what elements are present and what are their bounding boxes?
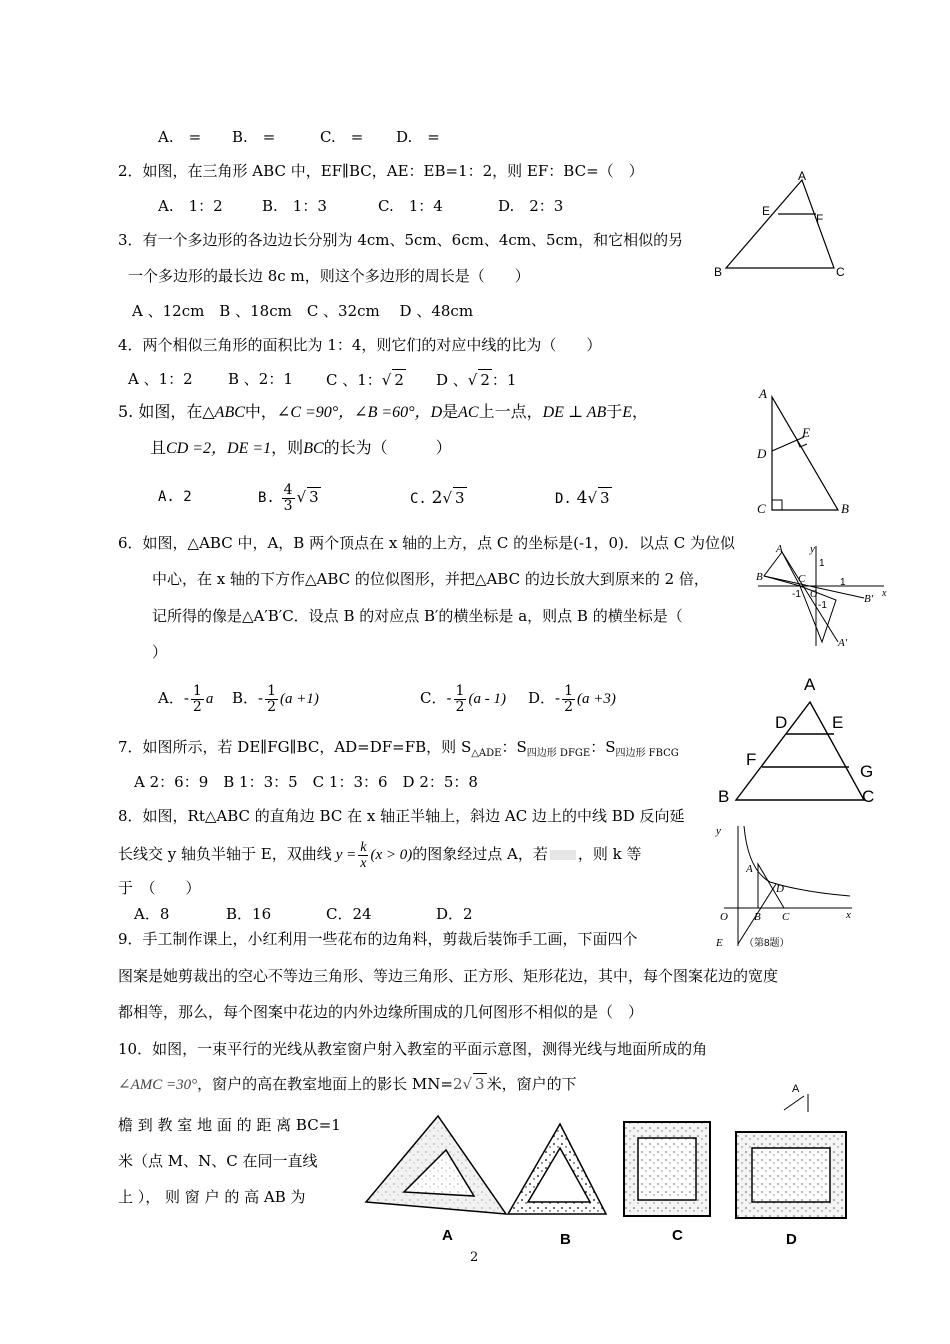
q8-label-b: B <box>754 911 761 923</box>
q9-label-a: A <box>442 1227 453 1244</box>
q10-line2 <box>118 1073 577 1095</box>
q5-option-d <box>555 487 612 509</box>
q5-triangle-acb <box>772 397 838 510</box>
q5-option-a: A. 2 <box>158 489 192 505</box>
q6-option-d-den: 2 <box>564 698 574 715</box>
q5-segment-ac: AC <box>458 404 479 421</box>
q5-right-angle-c <box>772 500 782 510</box>
q7-label-d: D <box>775 713 788 732</box>
q8-line2 <box>118 834 642 874</box>
q10-light-ray <box>784 1096 804 1110</box>
q8-option-c: C．24 <box>326 905 372 923</box>
q5-label-b: B <box>841 501 849 516</box>
q6-triangle-abc <box>764 552 800 586</box>
q3-stem-line2: 一个多边形的最长边 8c m，则这个多边形的周长是（ ） <box>128 267 530 285</box>
q8-hyperbola <box>744 826 850 896</box>
q6-option-a-num: 1 <box>192 682 202 699</box>
q8-formula-k: k <box>360 839 367 855</box>
q9-label-c: C <box>672 1227 683 1244</box>
q4-option-c-sqrt-sign: √ <box>381 371 392 389</box>
q8-label-e: E <box>716 937 723 949</box>
q5-angles: ∠C =90°，∠B =60°， <box>276 404 431 421</box>
q5-text-4: 上一点， <box>478 402 543 421</box>
q8-line1: 8．如图，Rt△ABC 的直角边 BC 在 x 轴正半轴上，斜边 AC 边上的中线 BD 反向延 <box>118 807 685 825</box>
q2-label-a: A <box>798 169 807 183</box>
q7-label-e: E <box>832 713 844 732</box>
q9-label-b: B <box>560 1231 571 1248</box>
q5-option-c <box>410 487 467 509</box>
q9-patterns-figure <box>360 1110 860 1248</box>
q7-label-c: C <box>862 787 875 806</box>
q1-option-b: B. = <box>232 128 276 146</box>
q4-option-c <box>326 369 406 390</box>
q2-option-b: B. 1：3 <box>262 197 327 215</box>
q9-pattern-b <box>508 1124 606 1214</box>
q6-option-c <box>420 678 506 718</box>
q5-option-d-coef: 4 <box>576 488 588 508</box>
q6-label-y: y <box>810 543 815 555</box>
q6-option-d-num: 1 <box>564 682 574 699</box>
q10-mn-sqrt-sign: √ <box>462 1075 473 1093</box>
q6-option-b-frac <box>265 684 278 715</box>
q5-option-b-num: 4 <box>283 481 293 498</box>
q9-pattern-d <box>736 1132 846 1218</box>
q6-label-1-x: 1 <box>840 577 846 588</box>
q2-option-a: A. 1：2 <box>158 197 223 215</box>
q8-option-d: D．2 <box>436 905 473 923</box>
q6-option-c-num: 1 <box>455 682 465 699</box>
q5-point-e: E <box>622 404 633 421</box>
q8-label-y: y <box>716 825 721 837</box>
q5-text-3: 是 <box>442 402 459 421</box>
q2-label-e: E <box>762 204 771 218</box>
q10-mn-coef: 2 <box>452 1075 463 1093</box>
q2-label-b: B <box>714 265 723 279</box>
q7-options: A 2：6：9 B 1：3：5 C 1：3：6 D 2：5：8 <box>134 773 478 791</box>
q4-option-a: A 、1：2 <box>128 370 193 388</box>
q5-option-b-label: B. <box>258 490 275 506</box>
q6-option-a-frac <box>191 684 204 715</box>
q5-line2-b: ，则 <box>271 438 304 457</box>
q6-label-o: O <box>810 589 818 600</box>
q7-stem-c: ：S <box>590 738 616 756</box>
q1-option-a: A. = <box>158 128 202 146</box>
q5-option-c-label: C. <box>410 491 427 507</box>
q6-option-b-pre: B．- <box>232 689 264 707</box>
q4-option-d-text: D 、 <box>436 371 468 389</box>
q5-label-c: C <box>757 501 766 516</box>
q4-stem: 4．两个相似三角形的面积比为 1：4，则它们的对应中线的比为（ ） <box>118 336 602 354</box>
q8-label-o: O <box>720 911 728 923</box>
q6-label-1-y: 1 <box>819 558 825 569</box>
q5-tri-abc: △ABC <box>202 404 245 421</box>
q5-de-perp-ab: DE ⊥ AB <box>542 404 607 421</box>
q4-option-d <box>436 369 516 390</box>
q9-pattern-a <box>366 1116 506 1214</box>
q9-line2: 图案是她剪裁出的空心不等边三角形、等边三角形、正方形、矩形花边，其中，每个图案花边的宽度 <box>118 967 779 985</box>
q5-stem-line2 <box>150 438 452 459</box>
q6-option-a <box>158 678 213 718</box>
q8-caption: （第8题） <box>744 938 790 949</box>
q8-label-x: x <box>846 909 851 921</box>
q7-label-b: B <box>718 787 730 806</box>
q1-option-c: C. = <box>320 128 364 146</box>
q2-triangle-figure <box>710 168 860 283</box>
q9-label-d: D <box>786 1231 797 1248</box>
q5-label-a: A <box>759 386 767 401</box>
q5-stem-line1 <box>118 402 648 423</box>
q7-label-g: G <box>860 762 874 781</box>
q6-label-aprime: A′ <box>838 637 848 649</box>
q8-formula-x: x <box>360 855 367 871</box>
q5-option-b-sqrt-sign: √ <box>296 488 307 506</box>
q7-sub-ade: △ADE <box>471 748 502 759</box>
q4-option-c-sqrt: 2 <box>394 371 404 389</box>
q8-coordinate-figure <box>712 820 862 960</box>
q7-label-f: F <box>746 750 757 769</box>
q8-formula-frac <box>358 840 368 871</box>
q7-sub-dfge: 四边形 DFGE <box>526 748 591 759</box>
q3-stem-line1: 3．有一个多边形的各边边长分别为 4cm、5cm、6cm、4cm、5cm，和它相似的另 <box>118 231 684 249</box>
q10-line1: 10．如图，一束平行的光线从教室窗户射入教室的平面示意图，测得光线与地面所成的角 <box>118 1040 708 1058</box>
q6-option-c-den: 2 <box>455 698 465 715</box>
q6-label-minus1-y: -1 <box>818 600 827 611</box>
q8-line2-c: ，则 k 等 <box>577 845 642 863</box>
q6-line1: 6．如图，△ABC 中，A，B 两个顶点在 x 轴的上方，点 C 的坐标是(-1，0)．以点 C 为位似 <box>118 534 735 552</box>
q10-angle: ∠AMC =30° <box>118 1077 198 1093</box>
q6-line3: 记所得的像是△A′B′C．设点 B 的对应点 B′的横坐标是 a，则点 B 的横坐标是（ <box>152 607 683 625</box>
q6-option-a-pre: A．- <box>158 689 189 707</box>
q6-line4: ） <box>152 643 168 661</box>
q6-option-d-post: (a +3) <box>577 691 616 707</box>
q10-line2-b: 米，窗户的下 <box>486 1075 577 1093</box>
q8-line2-a: 长线交 y 轴负半轴于 E，双曲线 <box>118 845 332 863</box>
q5-bc: BC <box>303 440 324 457</box>
q3-options: A 、12cm B 、18cm C 、32cm D 、48cm <box>132 302 474 320</box>
q10-line3: 檐 到 教 室 地 面 的 距 离 BC=1 <box>118 1116 341 1134</box>
q7-sub-fbcg: 四边形 FBCG <box>615 748 679 759</box>
q5-option-b-fraction <box>282 483 295 514</box>
q6-label-minus1-x: -1 <box>792 589 801 600</box>
q5-line2-a: 且 <box>150 438 167 457</box>
q6-option-b-post: (a +1) <box>280 691 319 707</box>
q6-label-x: x <box>882 588 887 599</box>
q5-option-d-rad: 3 <box>600 489 610 507</box>
q7-stem-a: 7．如图所示，若 DE∥FG∥BC，AD=DF=FB，则 S <box>118 738 472 756</box>
q8-condition-image <box>550 850 576 860</box>
q5-right-triangle-figure <box>750 385 860 520</box>
q10-line2-a: ，窗户的高在教室地面上的影长 MN= <box>197 1075 453 1093</box>
q4-option-c-text: C 、1： <box>326 371 382 389</box>
q6-option-c-frac <box>454 684 467 715</box>
q2-option-c: C. 1：4 <box>378 197 443 215</box>
q9-line3: 都相等，那么，每个图案中花边的内外边缘所围成的几何图形不相似的是（ ） <box>118 1003 644 1021</box>
q4-option-d-sqrt: 2 <box>480 371 490 389</box>
q6-option-b-num: 1 <box>267 682 277 699</box>
q5-option-c-coef: 2 <box>431 488 443 508</box>
q6-label-a: A <box>776 543 783 555</box>
q7-stem-b: ：S <box>501 738 527 756</box>
q10-line5: 上 ）， 则 窗 户 的 高 AB 为 <box>118 1188 306 1206</box>
q4-option-b: B 、2：1 <box>228 370 293 388</box>
page-number: 2 <box>470 1250 479 1265</box>
q5-option-b <box>258 474 321 520</box>
q5-right-angle-e <box>797 440 807 447</box>
q5-option-b-rad: 3 <box>309 488 319 506</box>
q5-option-c-sqrt-sign: √ <box>442 489 453 507</box>
q6-option-d <box>528 678 616 718</box>
q2-label-c: C <box>836 265 845 279</box>
q4-option-d-sqrt-sign: √ <box>467 371 478 389</box>
q5-option-d-label: D. <box>555 491 572 507</box>
q8-option-b: B．16 <box>226 905 272 923</box>
q6-option-d-frac <box>562 684 575 715</box>
q6-label-bprime: B′ <box>864 593 874 605</box>
q6-coordinate-figure <box>752 538 892 653</box>
q5-text-5: 于 <box>606 402 623 421</box>
q6-option-c-pre: C．- <box>420 689 452 707</box>
q1-option-d: D. = <box>396 128 440 146</box>
q8-label-d: D <box>776 883 784 895</box>
q10-mn-rad: 3 <box>475 1075 485 1093</box>
q6-option-d-pre: D．- <box>528 689 561 707</box>
q6-option-a-den: 2 <box>192 698 202 715</box>
q5-point-d: D <box>430 404 443 421</box>
q6-label-b: B <box>756 571 763 583</box>
q5-label-e: E <box>802 425 810 440</box>
q10-line4: 米（点 M、N、C 在同一直线 <box>118 1152 318 1170</box>
q6-option-c-post: (a - 1) <box>468 691 506 707</box>
q2-option-d: D. 2：3 <box>498 197 564 215</box>
q7-label-a: A <box>804 675 816 694</box>
q6-label-c: C <box>798 573 806 585</box>
q2-label-f: F <box>816 212 824 226</box>
q5-option-d-sqrt-sign: √ <box>587 489 598 507</box>
q9-line1: 9．手工制作课上，小红利用一些花布的边角料，剪裁后装饰手工画，下面四个 <box>118 930 638 948</box>
q5-cd-de: CD =2，DE =1 <box>166 440 272 457</box>
q6-option-a-post: a <box>205 691 214 707</box>
q5-option-c-rad: 3 <box>455 489 465 507</box>
q8-line3: 于 （ ） <box>118 879 201 897</box>
q8-formula-y: y = <box>335 847 357 863</box>
q7-stem <box>118 737 679 764</box>
q5-label-d: D <box>757 446 767 461</box>
q8-line2-b: 的图象经过点 A，若 <box>412 845 548 863</box>
q4-option-d-tail: ：1 <box>491 371 517 389</box>
q5-option-b-den: 3 <box>283 497 293 514</box>
q2-stem: 2．如图，在三角形 ABC 中，EF∥BC，AE：EB=1：2，则 EF：BC=（ ） <box>118 162 644 180</box>
q8-option-a: A．8 <box>134 905 170 923</box>
q6-option-b-den: 2 <box>267 698 277 715</box>
q8-label-a: A <box>746 863 753 875</box>
q9-pattern-c <box>624 1122 710 1216</box>
q5-text-6: ， <box>632 402 649 421</box>
q5-text-2: 中， <box>244 402 277 421</box>
q6-option-b <box>232 678 319 718</box>
q6-triangle-apbpc <box>800 586 836 642</box>
q8-label-c: C <box>782 911 790 923</box>
q6-line2: 中心，在 x 轴的下方作△ABC 的位似图形，并把△ABC 的边长放大到原来的 2 倍， <box>152 570 709 588</box>
q10-label-a: A <box>792 1083 800 1095</box>
q5-line2-c: 的长为（ ） <box>323 438 452 457</box>
q5-text-1: 5. 如图，在 <box>118 402 203 421</box>
q8-formula-cond: (x > 0) <box>370 847 413 863</box>
q7-triangle-figure <box>712 672 882 812</box>
